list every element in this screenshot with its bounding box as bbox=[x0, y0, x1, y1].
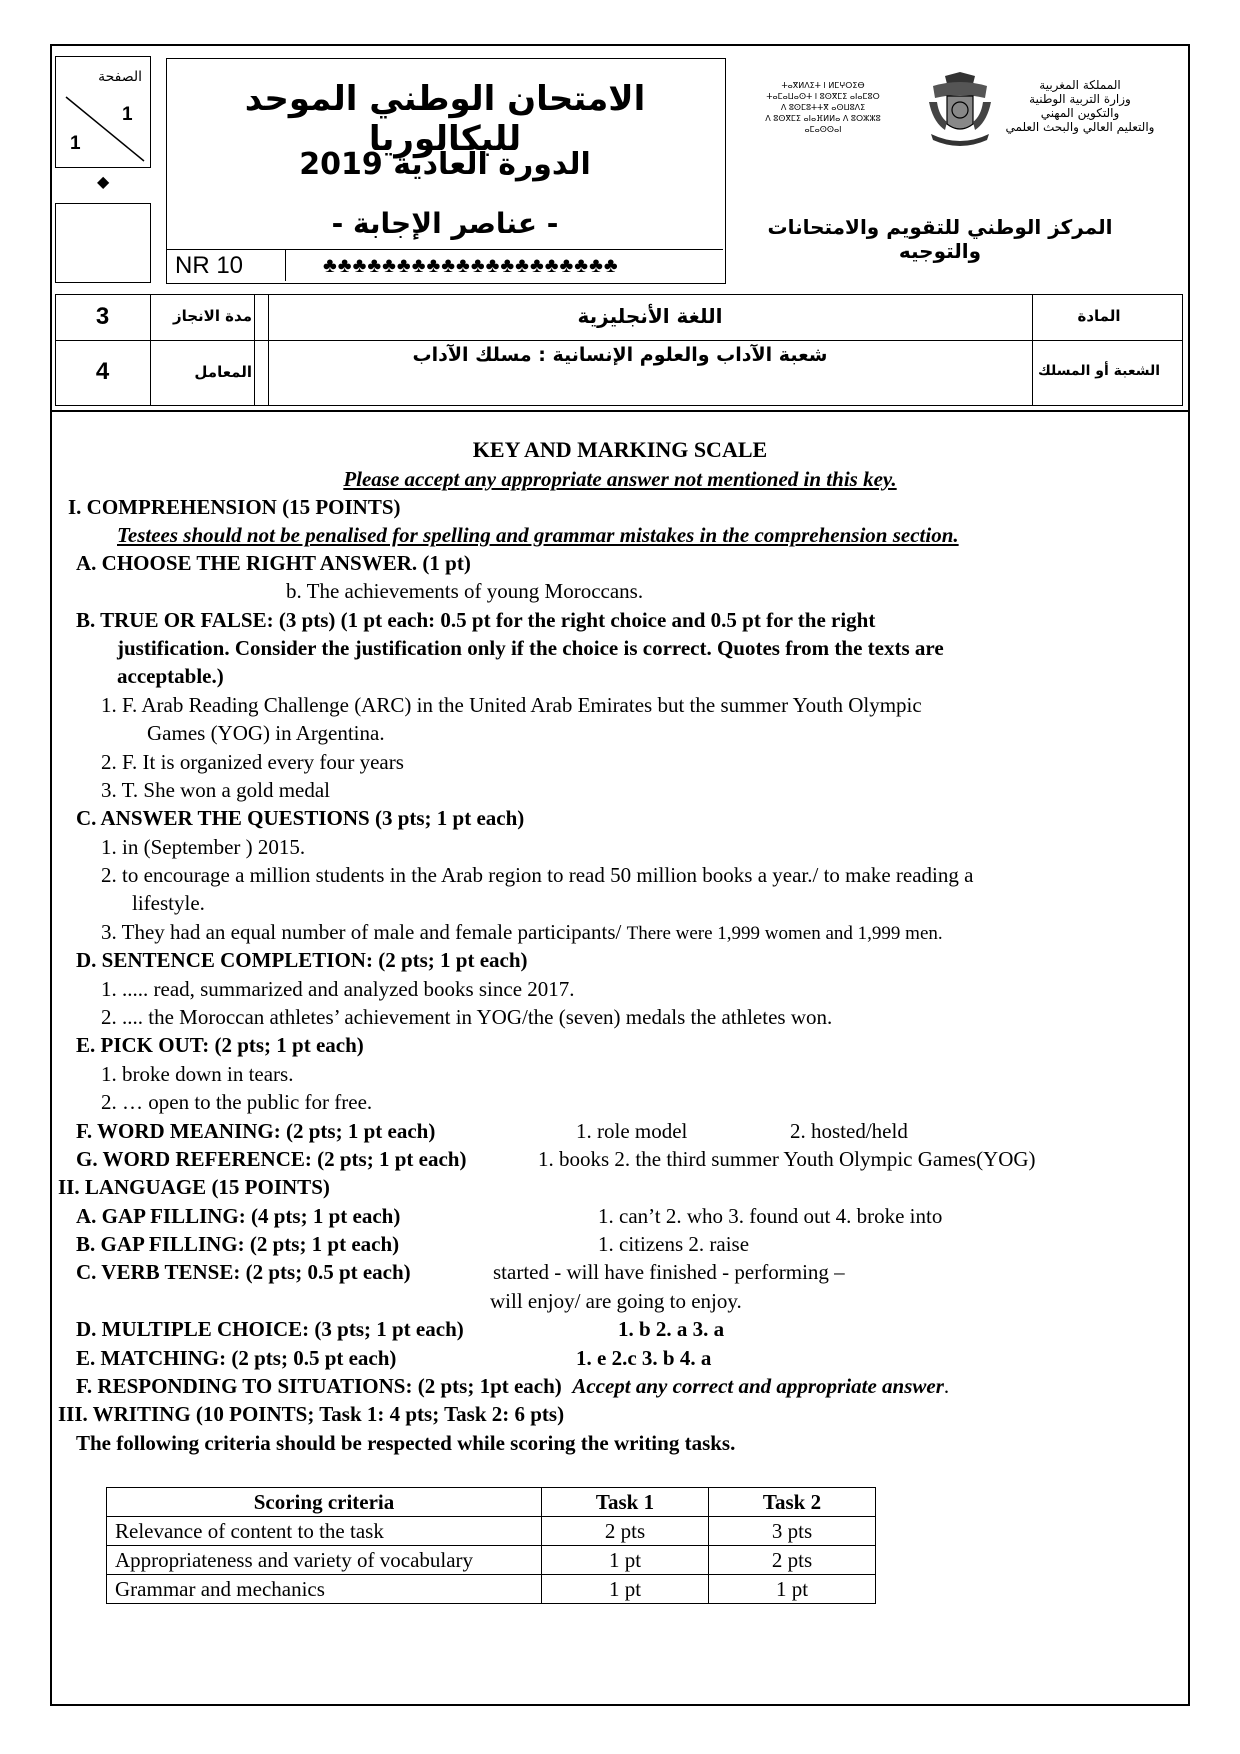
exam-session: الدورة العادية 2019 bbox=[299, 147, 591, 182]
answer-elements-label: - عناصر الإجابة - bbox=[331, 207, 559, 240]
lang-c-title: C. VERB TENSE: (2 pts; 0.5 pt each) bbox=[76, 1260, 411, 1284]
lang-f-answer: Accept any correct and appropriate answer bbox=[572, 1374, 944, 1398]
exam-title-box bbox=[166, 58, 726, 284]
criteria-cell: Appropriateness and variety of vocabulary bbox=[107, 1546, 542, 1575]
table-row bbox=[107, 1546, 876, 1575]
info-col-3 bbox=[268, 294, 269, 406]
tifinagh-line-2: ⵜⴰⵎⴰⵡⴰⵙⵜ ⵏ ⵓⵙⴳⵎⵉ ⴰⵏⴰⵎⵓⵔ bbox=[766, 92, 880, 101]
duration-label: مدة الانجاز bbox=[172, 307, 252, 325]
header-bottom-rule bbox=[50, 410, 1190, 412]
part-d-title: D. SENTENCE COMPLETION: (2 pts; 1 pt each) bbox=[76, 948, 528, 972]
header-criteria: Scoring criteria bbox=[107, 1488, 542, 1517]
section-writing-title: III. WRITING (10 POINTS; Task 1: 4 pts; Task 2: 6 pts) bbox=[58, 1402, 565, 1426]
blank-box bbox=[55, 203, 151, 283]
lang-d-title: D. MULTIPLE CHOICE: (3 pts; 1 pt each) bbox=[76, 1317, 464, 1341]
ministry-line-1: المملكة المغربية bbox=[1039, 78, 1121, 92]
subject-label: المادة bbox=[1077, 307, 1121, 325]
part-g-title: G. WORD REFERENCE: (2 pts; 1 pt each) bbox=[76, 1147, 467, 1171]
lang-d-answer: 1. b 2. a 3. a bbox=[618, 1317, 725, 1341]
tifinagh-line-3: ⴷ ⵓⵙⵎⵓⵜⵜⴳ ⴰⵙⵡⵓⴷⵉ bbox=[780, 103, 866, 112]
part-f-answer-1: 1. role model bbox=[576, 1119, 688, 1143]
part-c-answer-2a: 2. to encourage a million students in the Arab region to read 50 million books a year./ to make reading a bbox=[101, 863, 974, 887]
table-row bbox=[107, 1575, 876, 1604]
header-task2: Task 2 bbox=[709, 1488, 876, 1517]
part-c-answer-1: 1. in (September ) 2015. bbox=[101, 835, 306, 859]
part-c-answer-3 bbox=[101, 919, 943, 947]
subject-name: اللغة الأنجليزية bbox=[577, 304, 723, 328]
part-b-title-1: B. TRUE OR FALSE: (3 pts) (1 pt each: 0.5 pt for the right choice and 0.5 pt for the right bbox=[76, 608, 876, 632]
section-language-title: II. LANGUAGE (15 POINTS) bbox=[58, 1175, 330, 1199]
part-d-answer-2: 2. .... the Moroccan athletes’ achievement in YOG/the (seven) medals the athletes won. bbox=[101, 1005, 833, 1029]
part-b-title-3: acceptable.) bbox=[117, 664, 224, 688]
lang-f-line: F. RESPONDING TO SITUATIONS: (2 pts; 1pt each) Accept any correct and appropriate answer. bbox=[76, 1374, 950, 1398]
task2-cell: 2 pts bbox=[709, 1546, 876, 1575]
scoring-criteria-table bbox=[106, 1487, 876, 1604]
lang-c-answer-2: will enjoy/ are going to enjoy. bbox=[490, 1289, 742, 1313]
part-b-answer-3: 3. T. She won a gold medal bbox=[101, 778, 331, 802]
ministry-line-3: والتكوين المهني bbox=[1040, 106, 1120, 120]
lang-a-title: A. GAP FILLING: (4 pts; 1 pt each) bbox=[76, 1204, 401, 1228]
table-header-row bbox=[107, 1488, 876, 1517]
ministry-line-4: والتعليم العالي والبحث العلمي bbox=[1005, 120, 1155, 134]
coefficient-value: 4 bbox=[95, 358, 110, 385]
part-c-answer-2b: lifestyle. bbox=[132, 891, 205, 915]
part-c-title: C. ANSWER THE QUESTIONS (3 pts; 1 pt each) bbox=[76, 806, 525, 830]
code-divider bbox=[285, 249, 286, 281]
title-box-divider bbox=[167, 249, 723, 250]
table-row bbox=[107, 1517, 876, 1546]
task1-cell: 1 pt bbox=[542, 1575, 709, 1604]
header-task1: Task 1 bbox=[542, 1488, 709, 1517]
lang-b-title: B. GAP FILLING: (2 pts; 1 pt each) bbox=[76, 1232, 400, 1256]
part-e-title: E. PICK OUT: (2 pts; 1 pt each) bbox=[76, 1033, 364, 1057]
lang-b-answer: 1. citizens 2. raise bbox=[598, 1232, 750, 1256]
part-c-answer-3a: 3. They had an equal number of male and female participants/ bbox=[101, 920, 627, 944]
page-number: 1 bbox=[122, 104, 133, 125]
section-comprehension-title: I. COMPREHENSION (15 POINTS) bbox=[68, 495, 401, 519]
part-b-title-2: justification. Consider the justification only if the choice is correct. Quotes from the texts are bbox=[117, 636, 944, 660]
part-b-answer-1b: Games (YOG) in Argentina. bbox=[147, 721, 385, 745]
lang-c-answer-1: started - will have finished - performing – bbox=[493, 1260, 845, 1284]
part-e-answer-1: 1. broke down in tears. bbox=[101, 1062, 294, 1086]
part-b-answer-2: 2. F. It is organized every four years bbox=[101, 750, 404, 774]
page-number-box bbox=[55, 56, 151, 168]
info-row-divider bbox=[55, 340, 1183, 341]
center-name: المركز الوطني للتقويم والامتحانات والتوجيه bbox=[767, 215, 1113, 263]
part-f-title: F. WORD MEANING: (2 pts; 1 pt each) bbox=[76, 1119, 436, 1143]
part-g-answer: 1. books 2. the third summer Youth Olympic Games(YOG) bbox=[538, 1147, 1036, 1171]
info-col-2 bbox=[254, 294, 255, 406]
task1-cell: 1 pt bbox=[542, 1546, 709, 1575]
task2-cell: 1 pt bbox=[709, 1575, 876, 1604]
key-note: Please accept any appropriate answer not mentioned in this key. bbox=[343, 467, 897, 491]
key-title: KEY AND MARKING SCALE bbox=[472, 437, 768, 462]
lang-e-answer: 1. e 2.c 3. b 4. a bbox=[576, 1346, 712, 1370]
coefficient-label: المعامل bbox=[194, 363, 252, 381]
branch-label: الشعبة أو المسلك bbox=[1037, 363, 1161, 379]
comprehension-note: Testees should not be penalised for spelling and grammar mistakes in the comprehension section. bbox=[117, 523, 959, 547]
part-d-answer-1: 1. ..... read, summarized and analyzed books since 2017. bbox=[101, 977, 575, 1001]
page-label: الصفحة bbox=[98, 69, 142, 85]
lang-a-answer: 1. can’t 2. who 3. found out 4. broke into bbox=[598, 1204, 943, 1228]
branch-name: شعبة الآداب والعلوم الإنسانية : مسلك الآداب bbox=[412, 344, 828, 366]
coat-of-arms-icon bbox=[925, 72, 995, 150]
ministry-line-2: وزارة التربية الوطنية bbox=[1029, 92, 1131, 106]
exam-code: NR 10 bbox=[175, 252, 244, 279]
part-b-answer-1a: 1. F. Arab Reading Challenge (ARC) in the United Arab Emirates but the summer Youth Olympic bbox=[101, 693, 922, 717]
part-f-answer-2: 2. hosted/held bbox=[790, 1119, 908, 1143]
lang-e-title: E. MATCHING: (2 pts; 0.5 pt each) bbox=[76, 1346, 397, 1370]
page-total: 1 bbox=[70, 133, 81, 154]
part-a-title: A. CHOOSE THE RIGHT ANSWER. (1 pt) bbox=[76, 551, 471, 575]
exam-title: الامتحان الوطني الموحد للبكالوريا bbox=[244, 79, 646, 159]
info-col-1 bbox=[150, 294, 151, 406]
diamond-icon: ◆ bbox=[97, 174, 110, 191]
task1-cell: 2 pts bbox=[542, 1517, 709, 1546]
tifinagh-line-1: ⵜⴰⴳⵍⴷⵉⵜ ⵏ ⵍⵎⵖⵔⵉⴱ bbox=[781, 81, 865, 90]
tifinagh-text bbox=[748, 80, 898, 135]
info-col-4 bbox=[1032, 294, 1033, 406]
tifinagh-line-4: ⴷ ⵓⵙⴳⵎⵉ ⴰⵏⴰⴼⵍⵍⴰ ⴷ ⵓⵔⵣⵣⵓ ⴰⵎⴰⵙⵙⴰⵏ bbox=[765, 114, 881, 134]
criteria-cell: Grammar and mechanics bbox=[107, 1575, 542, 1604]
stars-row: ♣♣♣♣♣♣♣♣♣♣♣♣♣♣♣♣♣♣♣♣ bbox=[323, 253, 619, 277]
ministry-text bbox=[1005, 78, 1155, 134]
duration-value: 3 bbox=[95, 303, 110, 330]
lang-f-title: F. RESPONDING TO SITUATIONS: (2 pts; 1pt each) bbox=[76, 1374, 562, 1398]
writing-note: The following criteria should be respected while scoring the writing tasks. bbox=[76, 1431, 736, 1455]
part-c-answer-3b: There were 1,999 women and 1,999 men. bbox=[626, 923, 943, 944]
task2-cell: 3 pts bbox=[709, 1517, 876, 1546]
part-a-answer: b. The achievements of young Moroccans. bbox=[286, 579, 644, 603]
part-e-answer-2: 2. … open to the public for free. bbox=[101, 1090, 373, 1114]
criteria-cell: Relevance of content to the task bbox=[107, 1517, 542, 1546]
